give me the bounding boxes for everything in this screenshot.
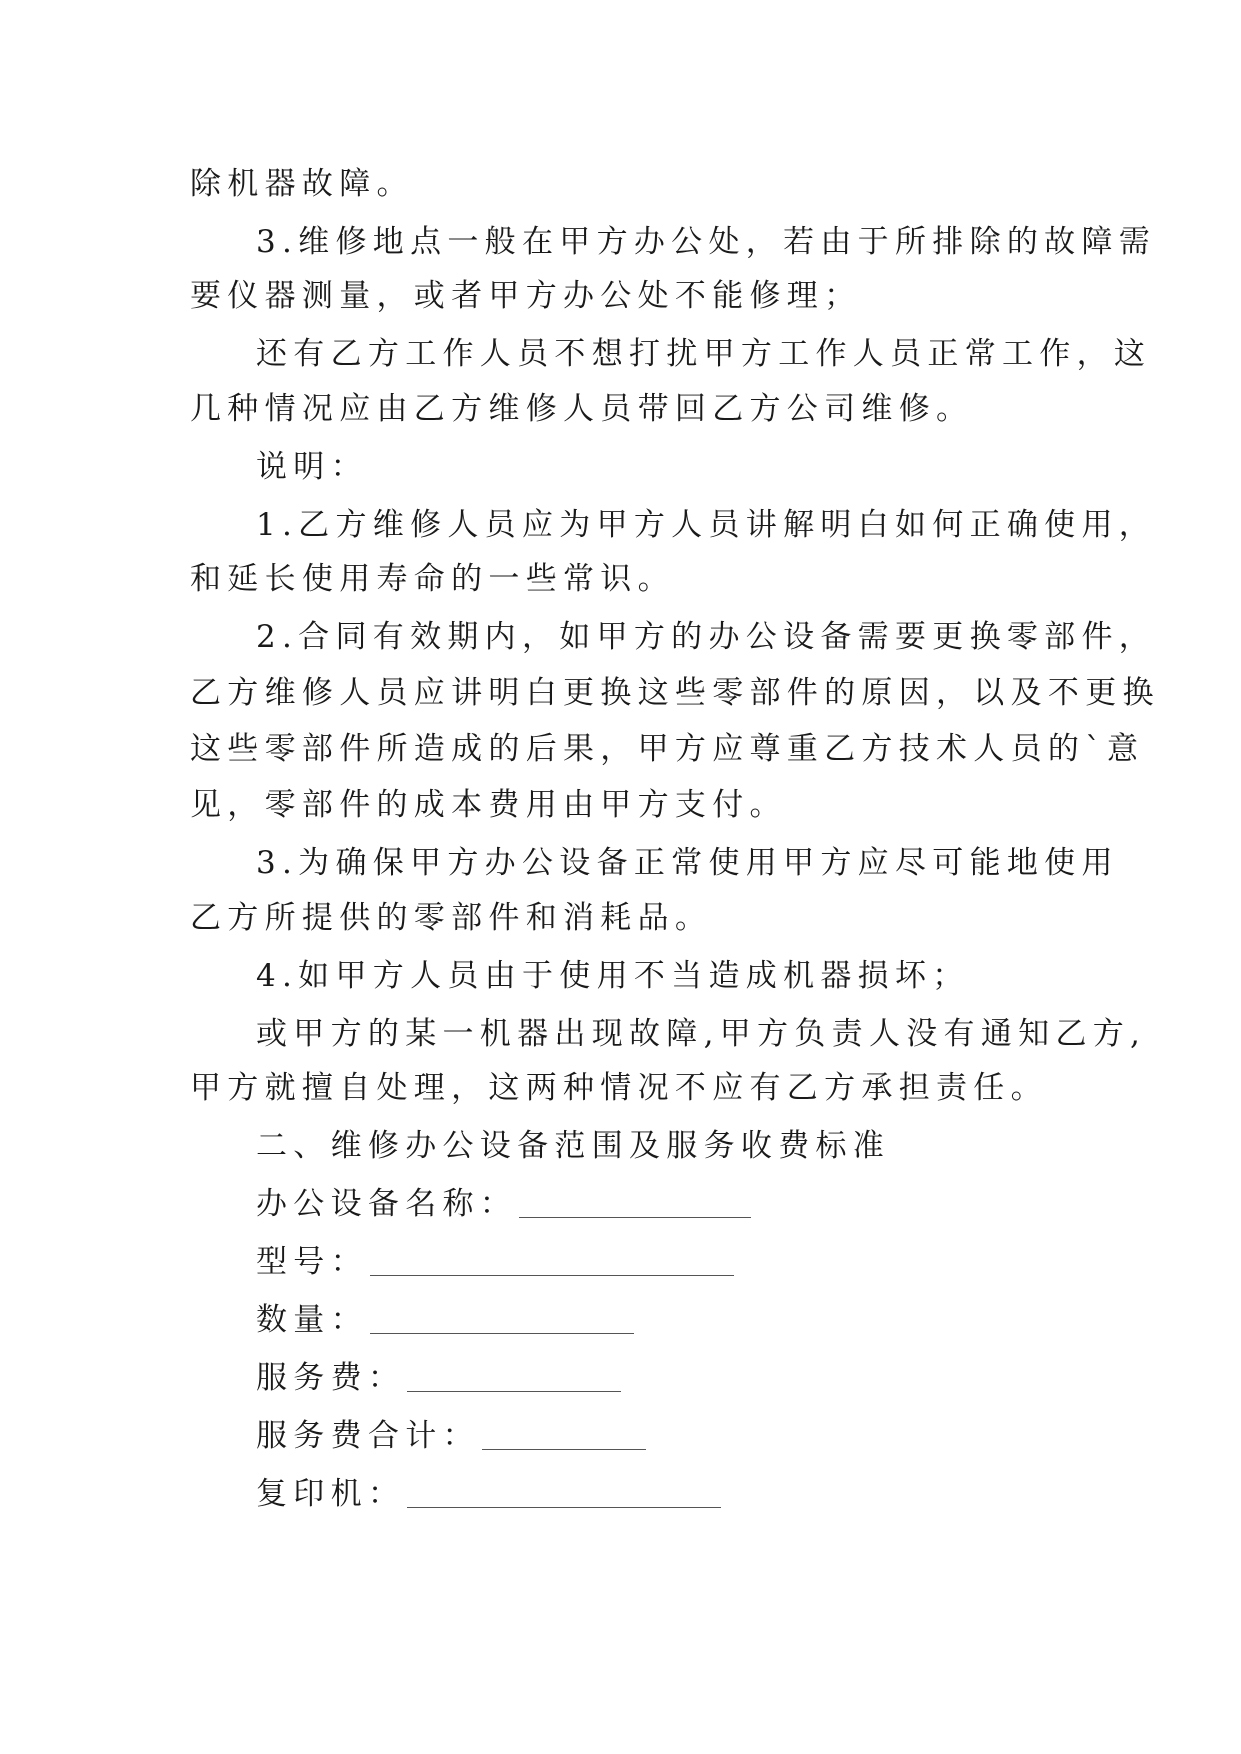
form-field-quantity bbox=[256, 1300, 634, 1340]
form-field-copier bbox=[256, 1474, 721, 1514]
fill-in-blank[interactable] bbox=[407, 1365, 621, 1392]
paragraph-line: 乙方维修人员应讲明白更换这些零部件的原因，以及不更换 bbox=[190, 675, 1160, 711]
form-field-equipment-name bbox=[256, 1184, 751, 1224]
fill-in-blank[interactable] bbox=[482, 1423, 646, 1450]
section-heading: 二、维修办公设备范围及服务收费标准 bbox=[256, 1128, 891, 1164]
paragraph-line: 除机器故障。 bbox=[190, 166, 414, 202]
paragraph-line: 3.维修地点一般在甲方办公处，若由于所排除的故障需 bbox=[256, 224, 1157, 260]
paragraph-line: 2.合同有效期内，如甲方的办公设备需要更换零部件， bbox=[256, 619, 1157, 655]
fill-in-blank[interactable] bbox=[370, 1249, 734, 1276]
form-field-model bbox=[256, 1242, 734, 1282]
paragraph-line: 或甲方的某一机器出现故障,甲方负责人没有通知乙方, bbox=[256, 1016, 1147, 1052]
field-label: 办公设备名称： bbox=[256, 1186, 518, 1222]
fill-in-blank[interactable] bbox=[407, 1481, 721, 1508]
paragraph-line: 3.为确保甲方办公设备正常使用甲方应尽可能地使用 bbox=[256, 845, 1119, 881]
paragraph-line: 见，零部件的成本费用由甲方支付。 bbox=[190, 787, 787, 823]
paragraph-line: 甲方就擅自处理，这两种情况不应有乙方承担责任。 bbox=[190, 1070, 1048, 1106]
paragraph-line: 几种情况应由乙方维修人员带回乙方公司维修。 bbox=[190, 391, 974, 427]
paragraph-line: 乙方所提供的零部件和消耗品。 bbox=[190, 900, 713, 936]
field-label: 服务费： bbox=[256, 1360, 406, 1396]
field-label: 复印机： bbox=[256, 1476, 406, 1512]
paragraph-line: 这些零部件所造成的后果，甲方应尊重乙方技术人员的`意 bbox=[190, 731, 1145, 767]
fill-in-blank[interactable] bbox=[519, 1191, 751, 1218]
field-label: 服务费合计： bbox=[256, 1418, 480, 1454]
field-label: 型号： bbox=[256, 1244, 368, 1280]
paragraph-line: 4.如甲方人员由于使用不当造成机器损坏； bbox=[256, 958, 970, 994]
form-field-service-fee bbox=[256, 1358, 621, 1398]
field-label: 数量： bbox=[256, 1302, 368, 1338]
paragraph-line: 还有乙方工作人员不想打扰甲方工作人员正常工作，这 bbox=[256, 336, 1152, 372]
paragraph-line: 和延长使用寿命的一些常识。 bbox=[190, 561, 675, 597]
paragraph-line: 要仪器测量，或者甲方办公处不能修理； bbox=[190, 278, 862, 314]
paragraph-line: 1.乙方维修人员应为甲方人员讲解明白如何正确使用， bbox=[256, 507, 1157, 543]
form-field-service-fee-total bbox=[256, 1416, 646, 1456]
fill-in-blank[interactable] bbox=[370, 1307, 634, 1334]
section-label: 说明： bbox=[256, 449, 368, 485]
